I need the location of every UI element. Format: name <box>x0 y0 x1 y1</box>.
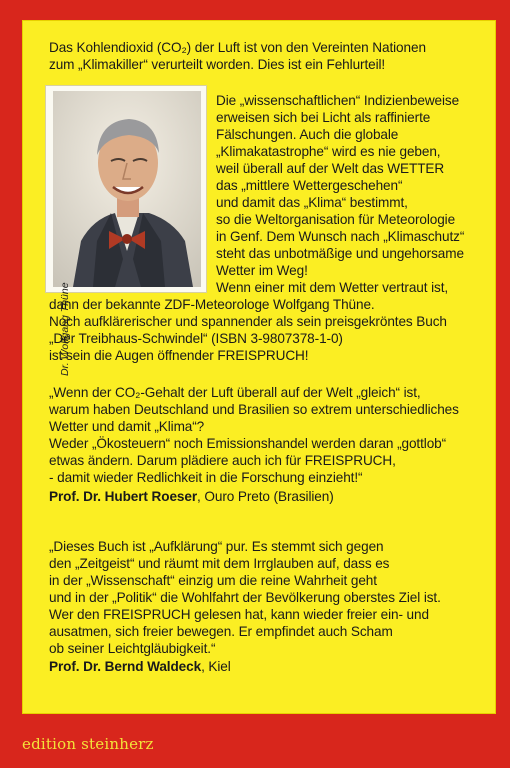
column-line-1: Die „wissenschaftlichen“ Indizienbeweise <box>216 93 460 108</box>
quote1-attribution <box>49 488 334 505</box>
continuation-line-4: ist sein die Augen öffnender FREISPRUCH! <box>49 348 309 363</box>
column-line-3: Fälschungen. Auch die globale <box>216 127 399 142</box>
column-line-12: Wenn einer mit dem Wetter vertraut ist, <box>216 280 449 295</box>
quote1-line-6: - damit wieder Redlichkeit in die Forschung einzieht!“ <box>49 470 363 485</box>
column-line-5: weil überall auf der Welt das WETTER <box>216 161 445 176</box>
photo-caption: Dr. Wolfgang Thüne <box>59 282 71 376</box>
quote1-line-4: Weder „Ökosteuern“ noch Emissionshandel werden daran „gottlob“ <box>49 436 447 451</box>
column-line-6: das „mittlere Wettergeschehen“ <box>216 178 403 193</box>
quote1-place: , Ouro Preto (Brasilien) <box>197 489 334 504</box>
publisher-name: edition steinherz <box>22 735 154 753</box>
quote1-line-5: etwas ändern. Darum plädiere auch ich für FREISPRUCH, <box>49 453 396 468</box>
continuation-line-2: Noch aufklärerischer und spannender als sein preisgekröntes Buch <box>49 314 447 329</box>
column-line-4: „Klimakatastrophe“ wird es nie geben, <box>216 144 441 159</box>
column-line-2: erweisen sich bei Licht als raffinierte <box>216 110 431 125</box>
quote2-line-4: und in der „Politik“ die Wohlfahrt der Bevölkerung oberstes Ziel ist. <box>49 590 441 605</box>
continuation-line-1: dann der bekannte ZDF-Meteorologe Wolfgang Thüne. <box>49 297 375 312</box>
quote2-place: , Kiel <box>201 659 231 674</box>
intro-line-2: zum „Klimakiller“ verurteilt worden. Dies ist ein Fehlurteil! <box>49 57 386 72</box>
quote1-line-2: warum haben Deutschland und Brasilien so extrem unterschiedliches <box>49 402 459 417</box>
column-line-9: in Genf. Dem Wunsch nach „Klimaschutz“ <box>216 229 465 244</box>
quote1-line-1: „Wenn der CO₂-Gehalt der Luft überall auf der Welt „gleich“ ist, <box>49 385 421 400</box>
intro-line-1: Das Kohlendioxid (CO₂) der Luft ist von den Vereinten Nationen <box>49 40 426 55</box>
quote1-author: Prof. Dr. Hubert Roeser <box>49 489 198 504</box>
quote2-line-7: ob seiner Leichtgläubigkeit.“ <box>49 641 216 656</box>
column-line-11: Wetter im Weg! <box>216 263 308 278</box>
quote2-line-5: Wer den FREISPRUCH gelesen hat, kann wieder freier ein- und <box>49 607 429 622</box>
quote2-line-1: „Dieses Buch ist „Aufklärung“ pur. Es stemmt sich gegen <box>49 539 384 554</box>
quote2-attribution <box>49 658 231 675</box>
quote2-line-2: den „Zeitgeist“ und räumt mit dem Irrglauben auf, dass es <box>49 556 390 571</box>
quote2-line-3: in der „Wissenschaft“ einzig um die reine Wahrheit geht <box>49 573 377 588</box>
quote2-author: Prof. Dr. Bernd Waldeck <box>49 659 202 674</box>
continuation-line-3: „Der Treibhaus-Schwindel“ (ISBN 3-9807378-1-0) <box>49 331 343 346</box>
column-line-8: so die Weltorganisation für Meteorologie <box>216 212 456 227</box>
column-line-7: und damit das „Klima“ bestimmt, <box>216 195 408 210</box>
column-line-10: steht das unbotmäßige und ungehorsame <box>216 246 464 261</box>
quote2-line-6: ausatmen, sich freier bewegen. Er empfindet auch Scham <box>49 624 393 639</box>
quote1-line-3: Wetter und damit „Klima“? <box>49 419 205 434</box>
